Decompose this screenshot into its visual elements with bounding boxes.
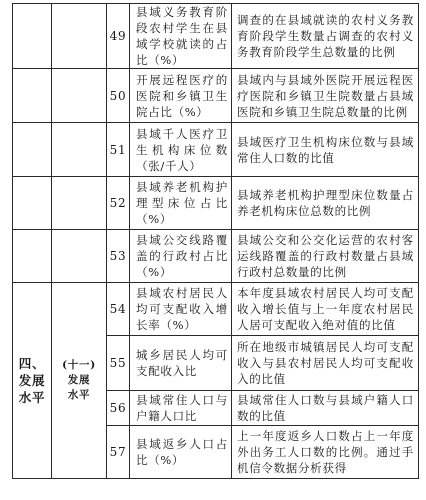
- subsection-heading-line: 水平: [67, 389, 91, 401]
- indicator-description: 县域养老机构护理型床位数量占养老机构床位总数的比例: [232, 177, 419, 230]
- indicator-description: 县域内与县域外医院开展远程医疗医院和乡镇卫生院数量占县域医院和乡镇卫生院总数量的比例: [232, 69, 419, 123]
- section-heading-line: 四、: [18, 356, 46, 371]
- indicator-name: 开展远程医疗的医院和乡镇卫生院占比（%）: [130, 69, 232, 123]
- subsection-cell-blank: [52, 230, 107, 283]
- section-heading-line: 水平: [18, 390, 46, 405]
- indicator-description: 县域公交和公交化运营的农村客运线路覆盖的行政村数量占县域行政村总数量的比例: [232, 230, 419, 283]
- section-heading-line: 发展: [18, 373, 46, 388]
- indicator-name: 县域千人医疗卫生机构床位数（张/千人）: [130, 123, 232, 177]
- indicator-name: 县域义务教育阶段农村学生在县域学校就读的占比（%）: [130, 4, 232, 69]
- row-number: 52: [107, 177, 130, 230]
- row-number: 50: [107, 69, 130, 123]
- indicator-description: 本年度县域农村居民人均可支配收入增长值与上一年度农村居民人居可支配收入绝对值的比值: [232, 283, 419, 336]
- table-row: [13, 69, 419, 123]
- indicator-name: 城乡居民人均可支配收入比: [130, 336, 232, 391]
- indicator-description: 上一年度返乡人口数占上一年度外出务工人口数的比例。通过手机信令数据分析获得: [232, 426, 419, 479]
- section-heading: [13, 283, 52, 479]
- indicator-name: 县域公交线路覆盖的行政村占比（%）: [130, 230, 232, 283]
- row-number: 54: [107, 283, 130, 336]
- indicator-name: 县域返乡人口占比（%）: [130, 426, 232, 479]
- subsection-cell-blank: [52, 123, 107, 177]
- indicator-description: 县域常住人口数与县域户籍人口数的比值: [232, 391, 419, 426]
- row-number: 57: [107, 426, 130, 479]
- row-number: 51: [107, 123, 130, 177]
- table-row: [13, 177, 419, 230]
- subsection-cell-blank: [52, 69, 107, 123]
- indicator-description: 县域医疗卫生机构床位数与县域常住人口数的比值: [232, 123, 419, 177]
- table-row: [13, 283, 419, 336]
- table-row: [13, 4, 419, 69]
- indicator-name: 县域农村居民人均可支配收入增长率（%）: [130, 283, 232, 336]
- indicator-description: 所在地级市城镇居民人均可支配收入与县农村居民人均可支配收入的比值: [232, 336, 419, 391]
- row-number: 53: [107, 230, 130, 283]
- subsection-heading: [52, 283, 107, 479]
- section-cell-blank: [13, 69, 52, 123]
- section-cell-blank: [13, 230, 52, 283]
- indicator-table: [12, 3, 419, 479]
- subsection-cell-blank: [52, 177, 107, 230]
- subsection-heading-line: 发展: [67, 374, 91, 386]
- row-number: 55: [107, 336, 130, 391]
- section-cell-blank: [13, 123, 52, 177]
- row-number: 49: [107, 4, 130, 69]
- subsection-cell-blank: [52, 4, 107, 69]
- section-cell-blank: [13, 177, 52, 230]
- indicator-description: 调查的在县域就读的农村义务教育阶段学生数量占调查的农村义务教育阶段学生总数量的比例: [232, 4, 419, 69]
- indicator-name: 县域养老机构护理型床位占比（%）: [130, 177, 232, 230]
- indicator-name: 县域常住人口与户籍人口比: [130, 391, 232, 426]
- row-number: 56: [107, 391, 130, 426]
- table-row: [13, 123, 419, 177]
- section-cell-blank: [13, 4, 52, 69]
- subsection-heading-line: (十一): [62, 359, 96, 371]
- table-row: [13, 230, 419, 283]
